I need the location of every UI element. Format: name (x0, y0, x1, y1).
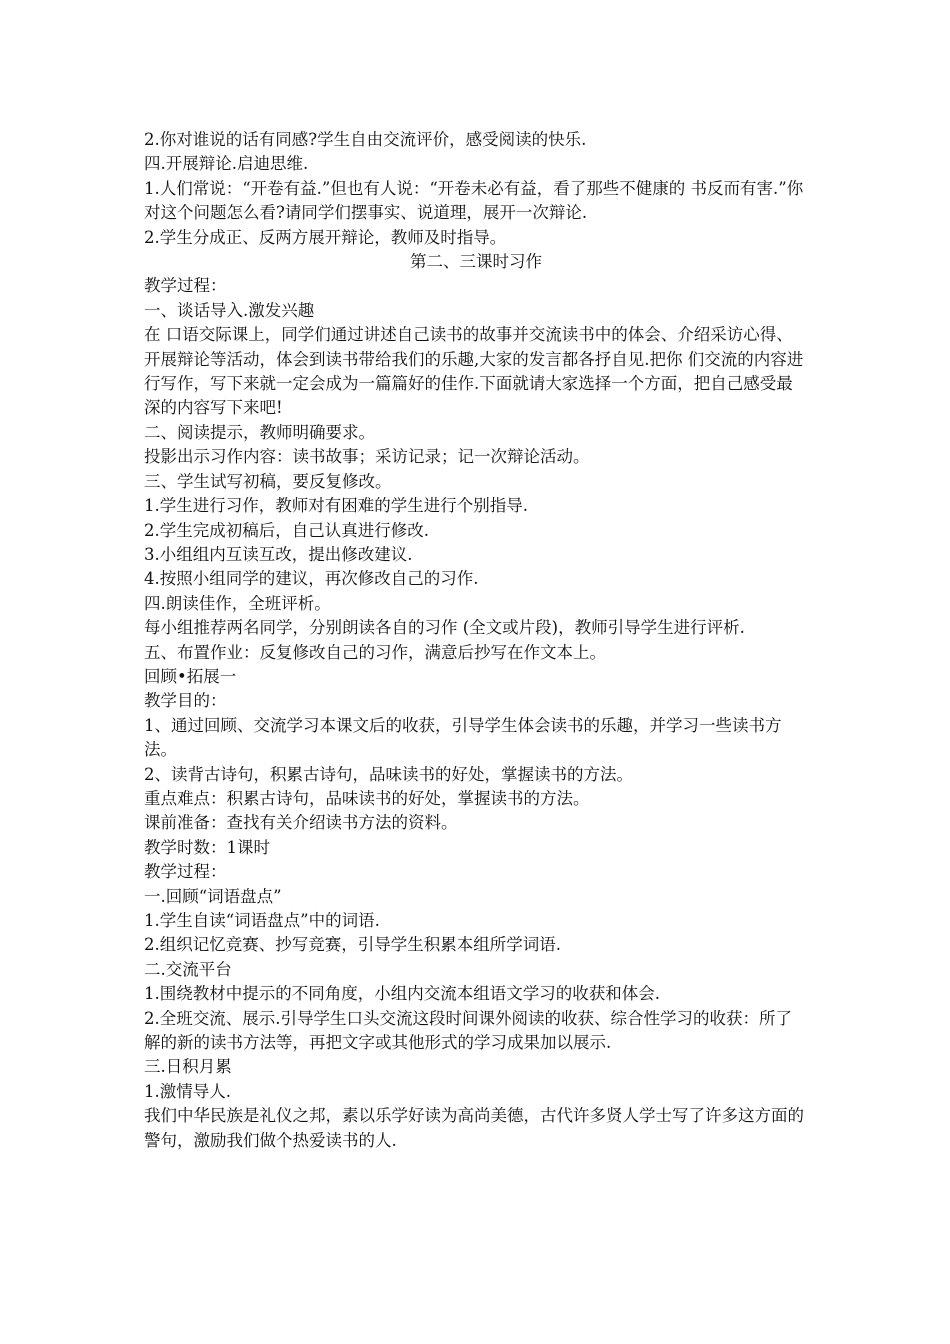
text-paragraph: 回顾•拓展一 (144, 666, 237, 686)
text-paragraph: 1、通过回顾、交流学习本课文后的收获，引导学生体会读书的乐趣，并学习一些读书方法。 (144, 715, 782, 760)
text-paragraph: 重点难点：积累古诗句，品味读书的好处，掌握读书的方法。 (144, 788, 590, 808)
text-paragraph: 1.学生进行习作，教师对有困难的学生进行个别指导. (144, 496, 528, 516)
text-paragraph: 一、谈话导入.激发兴趣 (144, 300, 315, 320)
text-paragraph: 教学过程： (144, 862, 227, 882)
text-paragraph: 2.学生分成正、反两方展开辩论，教师及时指导。 (144, 227, 507, 247)
text-paragraph: 四.开展辩论.启迪思维. (144, 154, 309, 174)
text-paragraph: 教学目的： (144, 691, 227, 711)
text-paragraph: 教学过程： (144, 276, 227, 296)
document-page (144, 128, 808, 1153)
text-paragraph: 1.学生自读“词语盘点”中的词语. (144, 911, 380, 930)
text-paragraph: 教学时数：1课时 (144, 837, 270, 857)
text-paragraph: 1.激情导人. (144, 1081, 231, 1101)
text-paragraph: 课前准备：查找有关介绍读书方法的资料。 (144, 813, 458, 833)
text-paragraph: 3.小组组内互读互改，提出修改建议. (144, 544, 413, 564)
text-paragraph: 1.围绕教材中提示的不同角度，小组内交流本组语文学习的收获和体会. (144, 984, 660, 1004)
text-paragraph: 1.人们常说：“开卷有益.”但也有人说：“开卷未必有益，看了那些不健康的 书反而有害.”你对这个问题怎么看?请同学们摆事实、说道理，展开一次辩论. (144, 178, 804, 223)
text-paragraph: 四.朗读佳作，全班评析。 (144, 593, 331, 613)
text-paragraph: 一.回顾“词语盘点” (144, 886, 282, 906)
text-paragraph: 2.组织记忆竞赛、抄写竞赛，引导学生积累本组所学词语. (144, 935, 561, 955)
text-paragraph: 2.你对谁说的话有同感?学生自由交流评价，感受阅读的快乐. (144, 130, 587, 149)
text-paragraph: 三、学生试写初稿，要反复修改。 (144, 471, 392, 491)
text-paragraph: 我们中华民族是礼仪之邦，素以乐学好读为高尚美德，古代许多贤人学士写了许多这方面的警句，激励我们做个热爱读书的人. (144, 1106, 804, 1150)
text-paragraph: 2、读背古诗句，积累古诗句，品味读书的好处，掌握读书的方法。 (144, 764, 633, 784)
text-paragraph: 二.交流平台 (144, 959, 232, 979)
section-heading: 第二、三课时习作 (410, 252, 542, 272)
text-paragraph: 在 口语交际课上，同学们通过讲述自己读书的故事并交流读书中的体会、介绍采访心得、开展辩论等活动，体会到读书带给我们的乐趣,大家的发言都各抒自见.把你 们交流的内容进行写作，写下来就一定会成为一篇篇好的佳作.下面就请大家选择一个方面，把自己感受最深的内容写下来吧! (144, 325, 804, 418)
text-paragraph: 4.按照小组同学的建议，再次修改自己的习作. (144, 569, 479, 589)
text-paragraph: 二、阅读提示，教师明确要求。 (144, 422, 375, 442)
text-paragraph: 投影出示习作内容：读书故事；采访记录；记一次辩论活动。 (144, 447, 590, 467)
text-paragraph: 三.日积月累 (144, 1057, 232, 1077)
text-paragraph: 2.全班交流、展示.引导学生口头交流这段时间课外阅读的收获、综合性学习的收获：所了解的新的读书方法等，再把文字或其他形式的学习成果加以展示. (144, 1008, 792, 1053)
text-paragraph: 每小组推荐两名同学，分别朗读各自的习作 (全文或片段)，教师引导学生进行评析. (144, 618, 745, 638)
text-paragraph: 五、布置作业：反复修改自己的习作，满意后抄写在作文本上。 (144, 642, 606, 662)
text-paragraph: 2.学生完成初稿后，自己认真进行修改. (144, 520, 429, 540)
